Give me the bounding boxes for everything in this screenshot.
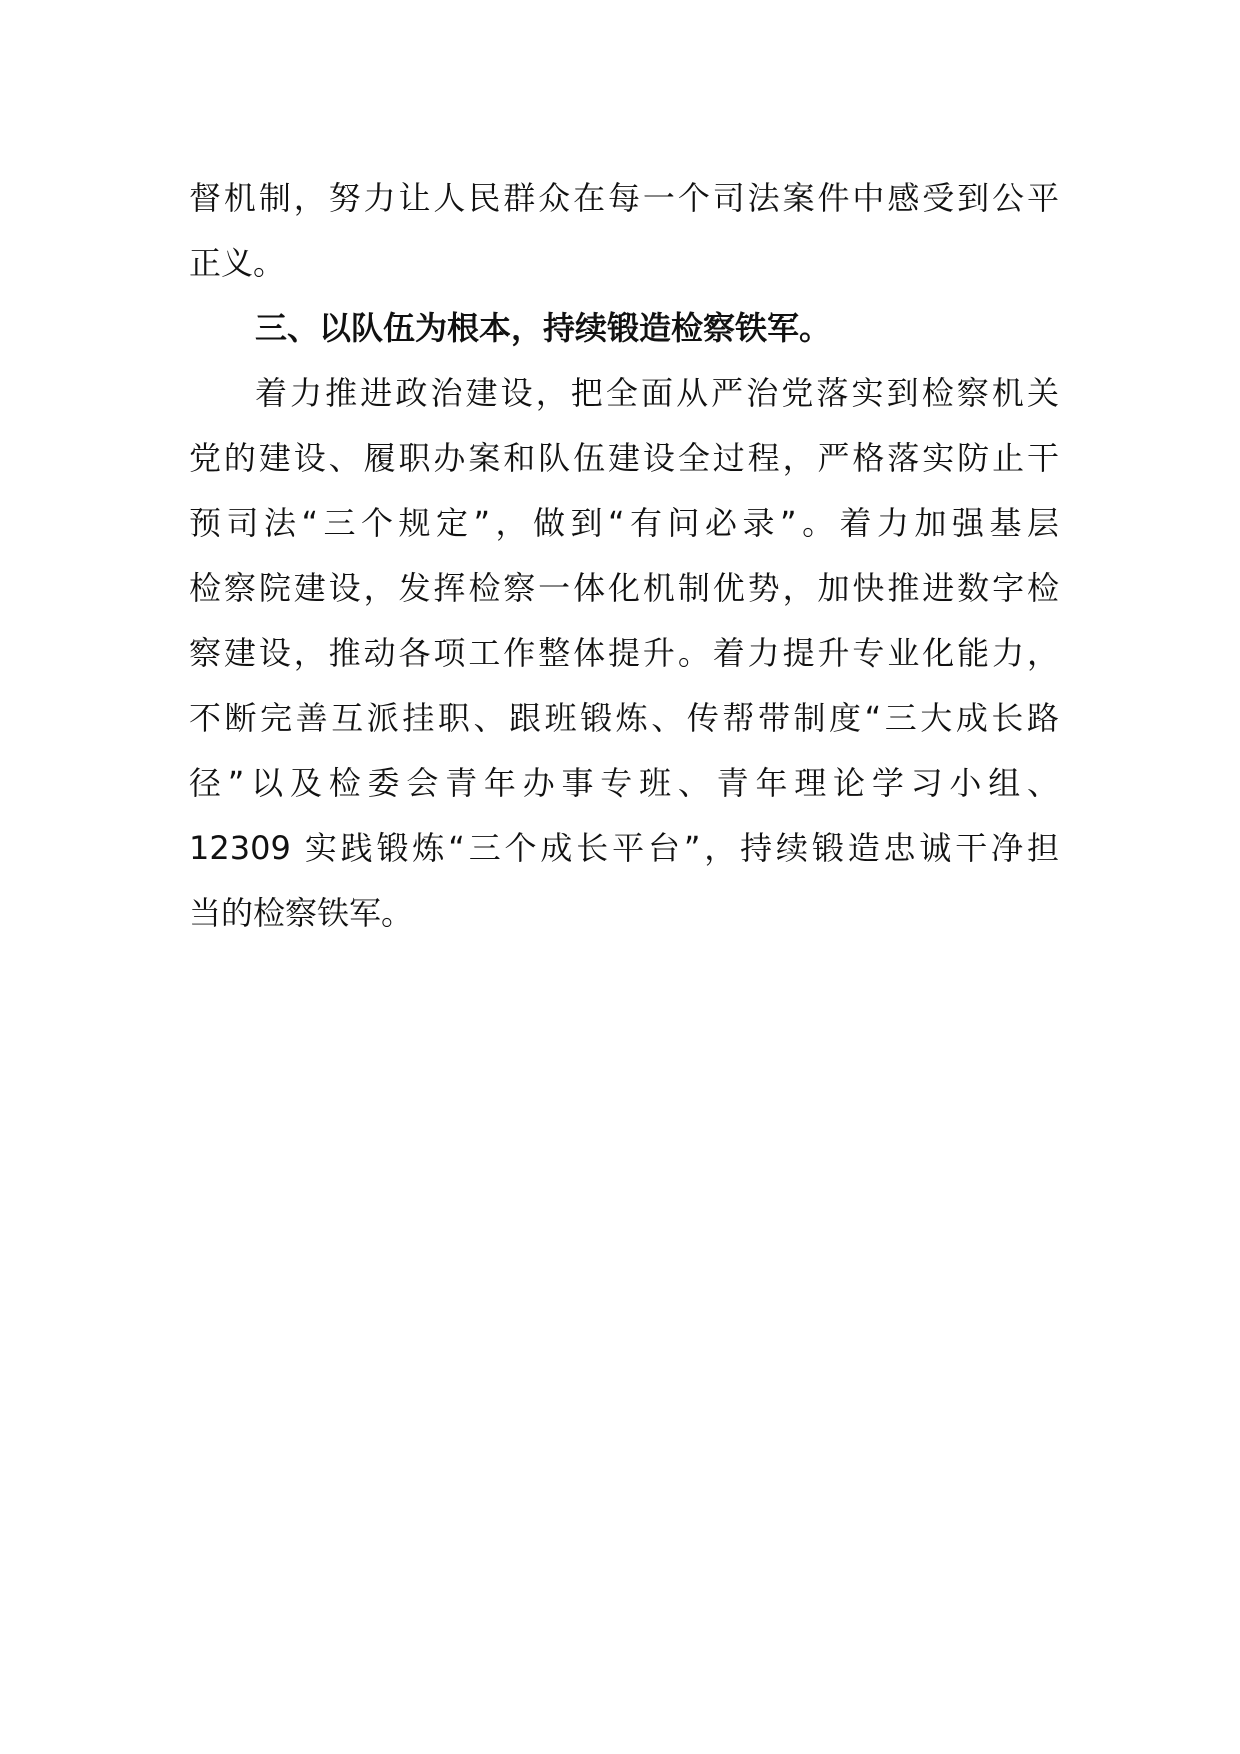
paragraph-line: 检察院建设，发挥检察一体化机制优势，加快推进数字检 <box>189 569 1059 607</box>
paragraph-line: 正义。 <box>189 244 286 282</box>
paragraph-line: 察建设，推动各项工作整体提升。着力提升专业化能力， <box>189 634 1059 672</box>
paragraph-line: 径”以及检委会青年办事专班、青年理论学习小组、 <box>189 764 1059 802</box>
paragraph-line: 着力推进政治建设，把全面从严治党落实到检察机关 <box>255 374 1059 412</box>
paragraph-line: 党的建设、履职办案和队伍建设全过程，严格落实防止干 <box>189 439 1059 477</box>
paragraph-line: 当的检察铁军。 <box>189 894 414 932</box>
paragraph-line: 12309 实践锻炼“三个成长平台”，持续锻造忠诚干净担 <box>189 829 1059 867</box>
paragraph-line: 预司法“三个规定”，做到“有问必录”。着力加强基层 <box>189 504 1059 542</box>
document-body <box>189 166 1059 946</box>
paragraph-line: 不断完善互派挂职、跟班锻炼、传帮带制度“三大成长路 <box>189 699 1059 737</box>
section-heading: 三、以队伍为根本，持续锻造检察铁军。 <box>255 309 832 347</box>
paragraph-line: 督机制，努力让人民群众在每一个司法案件中感受到公平 <box>189 179 1059 217</box>
